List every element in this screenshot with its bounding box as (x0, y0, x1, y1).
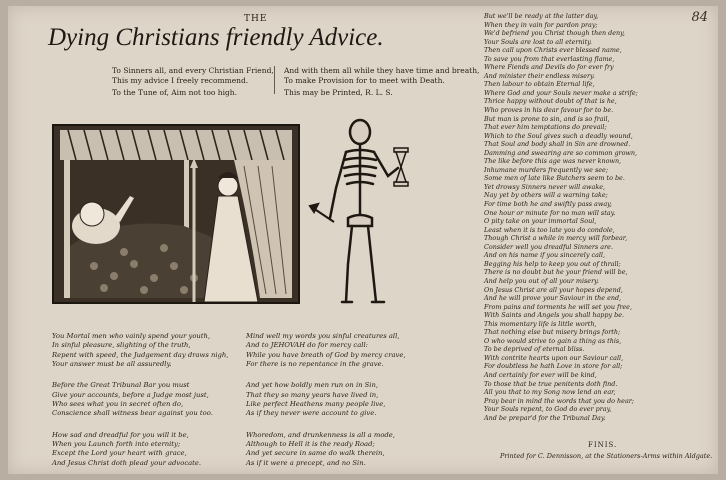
verse-line: Your Souls repent, to God do ever pray, (484, 405, 612, 414)
verse-line: Your answer must be all assuredly. (52, 360, 172, 369)
verse-line: When they in vain for pardon pray; (484, 20, 598, 29)
verse-line: Least when it is too late you do condole, (484, 225, 615, 234)
verse-column-right (484, 12, 638, 422)
verse-line: And certainly for ever will be kind, (484, 370, 597, 379)
verse-line: Although to Hell it is the ready Road; (246, 440, 375, 449)
verse-line: On Jesus Christ are all your hopes depend, (484, 285, 623, 294)
verse-line: And yet how boldly men run on in Sin, (246, 381, 379, 390)
verse-line: For there is no repentance in the grave. (246, 360, 384, 369)
verse-line: Repent with speed, the Judgement day draws nigh, (52, 350, 229, 359)
verse-line: With Saints and Angels you shall happy be. (484, 311, 625, 320)
page-number: 84 (691, 10, 708, 25)
verse-line: Inhumane murders frequently we see; (484, 165, 608, 174)
verse-line: Which to the Soul gives such a deadly wound, (484, 131, 633, 140)
verse-line: Thrice happy without doubt of that is he, (484, 97, 617, 106)
verse-line: And on his name if you sincerely call, (484, 251, 605, 260)
verse-line: One hour or minute for no man will stay. (484, 208, 616, 217)
verse-line: That ever him temptations do prevail; (484, 123, 607, 132)
verse-line: To save you from that everlasting flame, (484, 54, 615, 63)
verse-line: And be prepar'd for the Tribunal Day. (484, 413, 606, 422)
verse-line: From pains and torments he will set you free, (484, 302, 632, 311)
verse-line: Nay yet by others will a warning take; (484, 191, 608, 200)
verse-line: Conscience shall witness bear against you too. (52, 409, 213, 418)
subtitle-right-1: And with them all while they have time and breath, (284, 66, 480, 75)
verse-line: Begging his help to keep you out of thrall; (484, 259, 621, 268)
verse-line: O pity take on your immortal Soul, (484, 217, 597, 226)
broadside-sheet (8, 6, 718, 474)
verse-line: Consider well you dreadful Sinners are. (484, 242, 613, 251)
verse-line: Mind well my words you sinful creatures all, (246, 332, 400, 340)
verse-line: O who would strive to gain a thing as this, (484, 336, 622, 345)
verse-line: And to JEHOVAH do for mercy call: (246, 341, 368, 350)
verse-line: You Mortal men who vainly spend your youth, (52, 332, 211, 340)
verse-line: Where God and your Souls never make a strife; (484, 88, 638, 97)
verse-line: Though Christ a while in mercy will forbear, (484, 234, 628, 243)
verse-line: For time both he and swiftly pass away, (484, 200, 612, 209)
verse-line: When you Launch forth into eternity; (52, 440, 181, 449)
skeleton-illustration (308, 118, 414, 308)
verse-line: How sad and dreadful for you will it be, (52, 430, 189, 439)
subtitle-left-1: To Sinners all, and every Christian Friend, (112, 66, 274, 75)
verse-line: But we'll be ready at the latter day, (484, 12, 599, 20)
verse-line: But man is prone to sin, and is so frail, (484, 114, 610, 123)
page-title: Dying Christians friendly Advice. (48, 24, 384, 51)
verse-line: As if it were a precept, and no Sin. (246, 458, 366, 467)
verse-line: That they so many years have lived in, (246, 390, 379, 399)
verse-line: Like perfect Heathens many people live, (246, 400, 386, 409)
license-line: This may be Printed, R. L. S. (284, 88, 393, 97)
verse-line: Then labour to obtain Eternal life, (484, 80, 595, 89)
verse-line: Whoredom, and drunkenness is all a mode, (246, 430, 395, 439)
verse-line: Damming and swearing are so common grown, (484, 148, 638, 157)
verse-line: We'd befriend you Christ though then deny, (484, 29, 625, 38)
subtitle-divider (274, 66, 275, 94)
verse-line: There is no doubt but he your friend will be, (484, 268, 628, 277)
verse-line: As if they never were account to give. (246, 409, 377, 418)
verse-line: Pray bear in mind the words that you do hear; (484, 396, 634, 405)
verse-line: Give your accounts, before a Judge most just, (52, 390, 209, 399)
subtitle-left-2: This my advice I freely recommend. (112, 76, 249, 85)
subtitle-right-2: To make Provision for to meet with Death. (284, 76, 445, 85)
verse-line: And Jesus Christ doth plead your advocate. (52, 458, 202, 467)
verse-line: And minister their endless misery. (484, 71, 595, 80)
verse-line: Except the Lord your heart with grace, (52, 449, 187, 458)
skeleton-with-hourglass-and-dart (308, 118, 414, 308)
verse-line: All you that to my Song now lend an ear, (484, 388, 616, 397)
verse-line: While you have breath of God by mercy crave, (246, 350, 406, 359)
verse-line: This momentary life is little worth, (484, 319, 597, 328)
verse-line: That nothing else but misery brings forth; (484, 328, 621, 337)
verse-line: Some men of late like Butchers seem to be. (484, 174, 625, 183)
finis-mark: FINIS. (588, 441, 618, 449)
verse-line: The like before this age was never known, (484, 157, 622, 166)
tune-line: To the Tune of, Aim not too high. (112, 88, 237, 97)
verse-line: Your Souls are lost to all eternity. (484, 37, 592, 46)
verse-line: And he will prove your Saviour in the end, (484, 294, 622, 303)
verse-line: Who sees what you in secret often do, (52, 400, 184, 409)
verse-line: And help you out of all your misery. (484, 276, 599, 285)
verse-line: Before the Great Tribunal Bar you must (52, 381, 190, 390)
verse-line: Then call upon Christs ever blessed name, (484, 46, 622, 55)
verse-line: And yet secure in same do walk therein, (246, 449, 385, 458)
title-article: THE (244, 14, 268, 24)
verse-line: In sinful pleasure, slighting of the truth, (52, 341, 191, 350)
verse-column-middle (246, 332, 406, 468)
verse-line: To be deprived of eternal bliss. (484, 345, 585, 354)
verse-line: For doubtless he hath Love in store for all; (484, 362, 623, 371)
woodcut-illustration (54, 126, 298, 302)
verse-line: That Soul and body shall in Sin are drowned. (484, 140, 631, 149)
deathbed-scene-woodcut (52, 124, 300, 304)
verse-line: Yet drowsy Sinners never will awake, (484, 182, 606, 191)
verse-column-left (52, 332, 228, 468)
verse-line: To those that be true penitents doth find. (484, 379, 618, 388)
verse-line: Where Fiends and Devils do for ever fry (484, 63, 614, 72)
printer-imprint: Printed for C. Dennisson, at the Stationers-Arms within Aldgate. (500, 452, 713, 460)
verse-line: With contrite hearts upon our Saviour call, (484, 353, 624, 362)
verse-line: Who proves in his dear favour for to be. (484, 106, 614, 115)
